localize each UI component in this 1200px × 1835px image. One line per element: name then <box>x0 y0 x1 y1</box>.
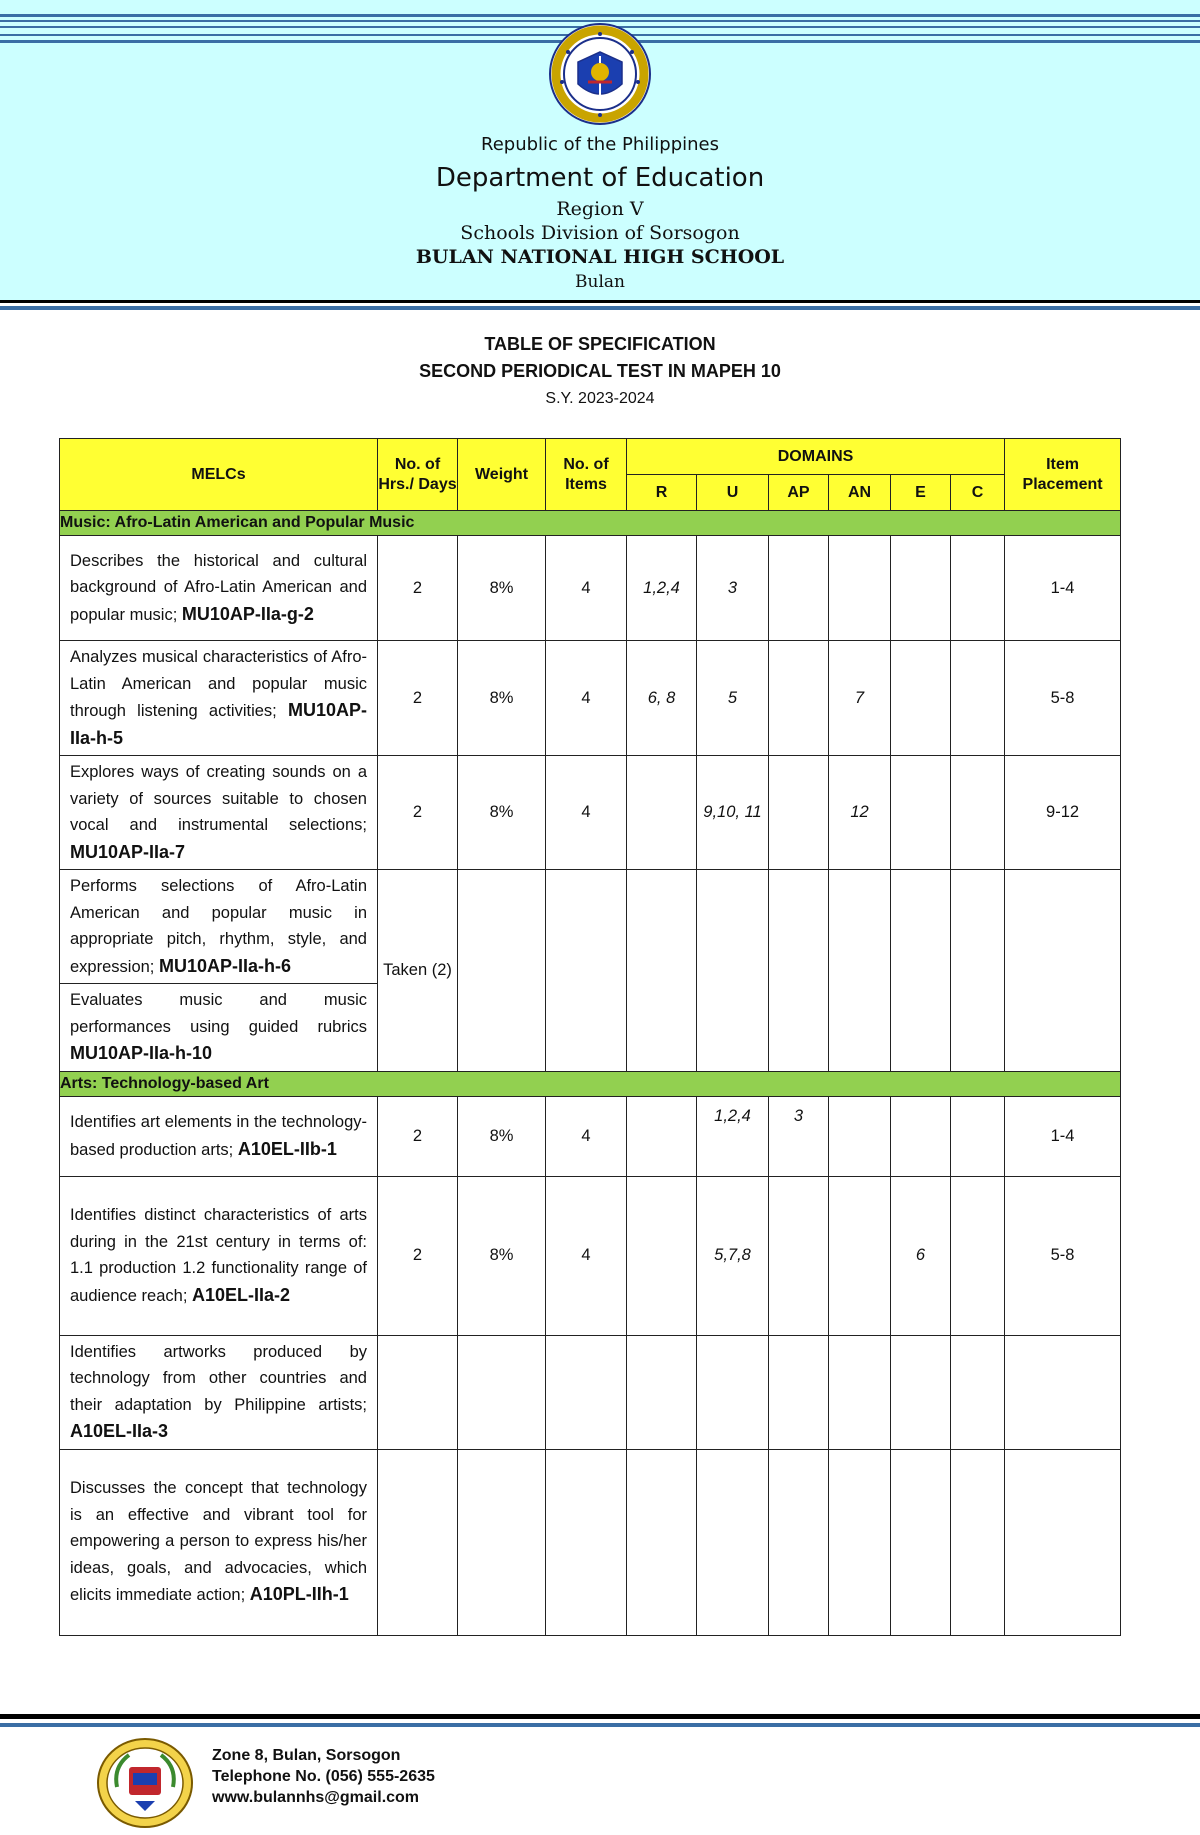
u-cell: 3 <box>697 536 769 641</box>
header-domains: DOMAINS <box>627 439 1005 475</box>
items-cell <box>546 870 627 1072</box>
melc-code: A10EL-IIa-3 <box>70 1421 169 1441</box>
hours-cell: 2 <box>378 1096 458 1176</box>
placement-cell: 5-8 <box>1005 1176 1121 1335</box>
r-cell <box>627 870 697 1072</box>
melc-code: A10EL-IIa-2 <box>192 1284 291 1305</box>
weight-cell: 8% <box>458 756 546 870</box>
melc-cell <box>60 984 378 1072</box>
r-cell: 1,2,4 <box>627 536 697 641</box>
e-cell <box>891 1449 951 1635</box>
u-cell: 5,7,8 <box>697 1176 769 1335</box>
footer-rule <box>0 1714 1200 1719</box>
deped-seal-icon <box>548 22 652 126</box>
section-title-arts: Arts: Technology-based Art <box>60 1071 1121 1096</box>
items-cell: 4 <box>546 641 627 756</box>
table-row <box>60 1176 1121 1335</box>
header-hours: No. of Hrs./ Days <box>378 439 458 511</box>
melc-code: MU10AP-IIa-7 <box>70 841 186 862</box>
c-cell <box>951 641 1005 756</box>
u-cell: 9,10, 11 <box>697 756 769 870</box>
weight-cell: 8% <box>458 1176 546 1335</box>
header-placement: Item Placement <box>1005 439 1121 511</box>
r-cell <box>627 1449 697 1635</box>
u-cell <box>697 870 769 1072</box>
placement-cell: 1-4 <box>1005 1096 1121 1176</box>
melc-code: MU10AP-IIa-h-10 <box>70 1043 213 1063</box>
weight-cell <box>458 1449 546 1635</box>
republic-line: Republic of the Philippines <box>481 134 719 155</box>
ap-cell <box>769 756 829 870</box>
melc-text: Explores ways of creating sounds on a variety of sources suitable to chosen vocal and instrumental selections; <box>70 763 367 834</box>
c-cell <box>951 1176 1005 1335</box>
melc-cell <box>60 1449 378 1635</box>
melc-cell <box>60 870 378 984</box>
header-an: AN <box>829 475 891 511</box>
melc-code: MU10AP-IIa-h-5 <box>70 700 367 748</box>
specification-table <box>59 438 1121 1636</box>
u-cell <box>697 1335 769 1449</box>
placement-cell <box>1005 870 1121 1072</box>
header-bottom-stripe <box>0 306 1200 310</box>
melc-text: Discusses the concept that technology is an effective and vibrant tool for empowering a person to express his/her ideas, goals, and advocacies, which elicits immediate action; <box>70 1479 367 1605</box>
e-cell <box>891 756 951 870</box>
footer-address: Zone 8, Bulan, Sorsogon <box>212 1747 401 1764</box>
melc-code: MU10AP-IIa-g-2 <box>181 603 314 624</box>
melc-cell <box>60 1096 378 1176</box>
items-cell: 4 <box>546 536 627 641</box>
table-row <box>60 536 1121 641</box>
e-cell <box>891 870 951 1072</box>
r-cell <box>627 1176 697 1335</box>
department-name: Department of Education <box>435 163 765 193</box>
document-title: TABLE OF SPECIFICATION <box>484 334 716 354</box>
melc-text: Identifies artworks produced by technology from other countries and their adaptation by Philippine artists; <box>70 1342 367 1414</box>
an-cell <box>829 1449 891 1635</box>
e-cell <box>891 536 951 641</box>
c-cell <box>951 1096 1005 1176</box>
items-cell: 4 <box>546 1096 627 1176</box>
ap-cell <box>769 1335 829 1449</box>
an-cell: 12 <box>829 756 891 870</box>
town-line: Bulan <box>575 272 625 292</box>
footer-telephone: Telephone No. (056) 555-2635 <box>212 1768 435 1785</box>
table-row <box>60 870 1121 984</box>
table-row <box>60 1449 1121 1635</box>
hours-cell: 2 <box>378 641 458 756</box>
section-title-music: Music: Afro-Latin American and Popular Music <box>60 511 1121 536</box>
e-cell <box>891 641 951 756</box>
melc-text: Identifies distinct characteristics of arts during in the 21st century in terms of: 1.1 production 1.2 functionality range of audience reach; <box>70 1206 367 1305</box>
e-cell <box>891 1335 951 1449</box>
r-cell <box>627 1096 697 1176</box>
school-name: BULAN NATIONAL HIGH SCHOOL <box>415 246 785 268</box>
melc-cell <box>60 1335 378 1449</box>
u-cell: 1,2,4 <box>697 1096 769 1176</box>
r-cell: 6, 8 <box>627 641 697 756</box>
melc-code: A10EL-IIb-1 <box>237 1138 337 1159</box>
section-row <box>60 511 1121 536</box>
header-stripe <box>0 14 1200 17</box>
hours-cell: 2 <box>378 756 458 870</box>
melc-code: MU10AP-IIa-h-6 <box>158 955 292 976</box>
c-cell <box>951 1335 1005 1449</box>
melc-cell <box>60 536 378 641</box>
placement-cell: 5-8 <box>1005 641 1121 756</box>
placement-cell: 9-12 <box>1005 756 1121 870</box>
weight-cell: 8% <box>458 1096 546 1176</box>
region-line: Region V <box>556 198 644 220</box>
header-c: C <box>951 475 1005 511</box>
header-u: U <box>697 475 769 511</box>
an-cell <box>829 536 891 641</box>
school-logo-icon <box>95 1737 195 1829</box>
ap-cell <box>769 641 829 756</box>
melc-text: Describes the historical and cultural background of Afro-Latin American and popular music; <box>70 551 367 624</box>
an-cell <box>829 870 891 1072</box>
items-cell <box>546 1335 627 1449</box>
section-row <box>60 1071 1121 1096</box>
items-cell: 4 <box>546 756 627 870</box>
u-cell: 5 <box>697 641 769 756</box>
c-cell <box>951 1449 1005 1635</box>
hours-cell: 2 <box>378 1176 458 1335</box>
c-cell <box>951 756 1005 870</box>
table-row <box>60 1096 1121 1176</box>
header-bottom-rule <box>0 300 1200 303</box>
weight-cell: 8% <box>458 536 546 641</box>
placement-cell: 1-4 <box>1005 536 1121 641</box>
u-cell <box>697 1449 769 1635</box>
c-cell <box>951 536 1005 641</box>
header-melcs: MELCs <box>60 439 378 511</box>
melc-text: Performs selections of Afro-Latin American and popular music in appropriate pitch, rhythm, style, and expression; <box>70 877 367 976</box>
header-e: E <box>891 475 951 511</box>
melc-text: Identifies art elements in the technology-based production arts; <box>70 1113 367 1159</box>
placement-cell <box>1005 1449 1121 1635</box>
c-cell <box>951 870 1005 1072</box>
melc-text: Evaluates music and music performances using guided rubrics <box>70 991 367 1036</box>
header-ap: AP <box>769 475 829 511</box>
r-cell <box>627 1335 697 1449</box>
footer-stripe <box>0 1723 1200 1727</box>
header-r: R <box>627 475 697 511</box>
ap-cell <box>769 1449 829 1635</box>
ap-cell: 3 <box>769 1096 829 1176</box>
header-items: No. of Items <box>546 439 627 511</box>
footer-email[interactable]: www.bulannhs@gmail.com <box>212 1789 420 1806</box>
table-row <box>60 641 1121 756</box>
weight-cell: 8% <box>458 641 546 756</box>
melc-cell <box>60 641 378 756</box>
weight-cell <box>458 1335 546 1449</box>
an-cell: 7 <box>829 641 891 756</box>
table-row <box>60 1335 1121 1449</box>
table-row <box>60 756 1121 870</box>
melc-text: Analyzes musical characteristics of Afro-Latin American and popular music through listening activities; <box>70 648 367 720</box>
an-cell <box>829 1335 891 1449</box>
e-cell: 6 <box>891 1176 951 1335</box>
ap-cell <box>769 870 829 1072</box>
items-cell <box>546 1449 627 1635</box>
e-cell <box>891 1096 951 1176</box>
hours-cell <box>378 1335 458 1449</box>
school-year: S.Y. 2023-2024 <box>545 390 655 407</box>
items-cell: 4 <box>546 1176 627 1335</box>
division-line: Schools Division of Sorsogon <box>460 222 740 244</box>
weight-cell <box>458 870 546 1072</box>
hours-cell: 2 <box>378 536 458 641</box>
an-cell <box>829 1096 891 1176</box>
hours-cell <box>378 1449 458 1635</box>
placement-cell <box>1005 1335 1121 1449</box>
document-subtitle: SECOND PERIODICAL TEST IN MAPEH 10 <box>419 361 781 381</box>
melc-cell <box>60 756 378 870</box>
hours-cell: Taken (2) <box>378 870 458 1072</box>
ap-cell <box>769 536 829 641</box>
header-weight: Weight <box>458 439 546 511</box>
melc-code: A10PL-IIh-1 <box>249 1584 349 1605</box>
an-cell <box>829 1176 891 1335</box>
melc-cell <box>60 1176 378 1335</box>
ap-cell <box>769 1176 829 1335</box>
r-cell <box>627 756 697 870</box>
